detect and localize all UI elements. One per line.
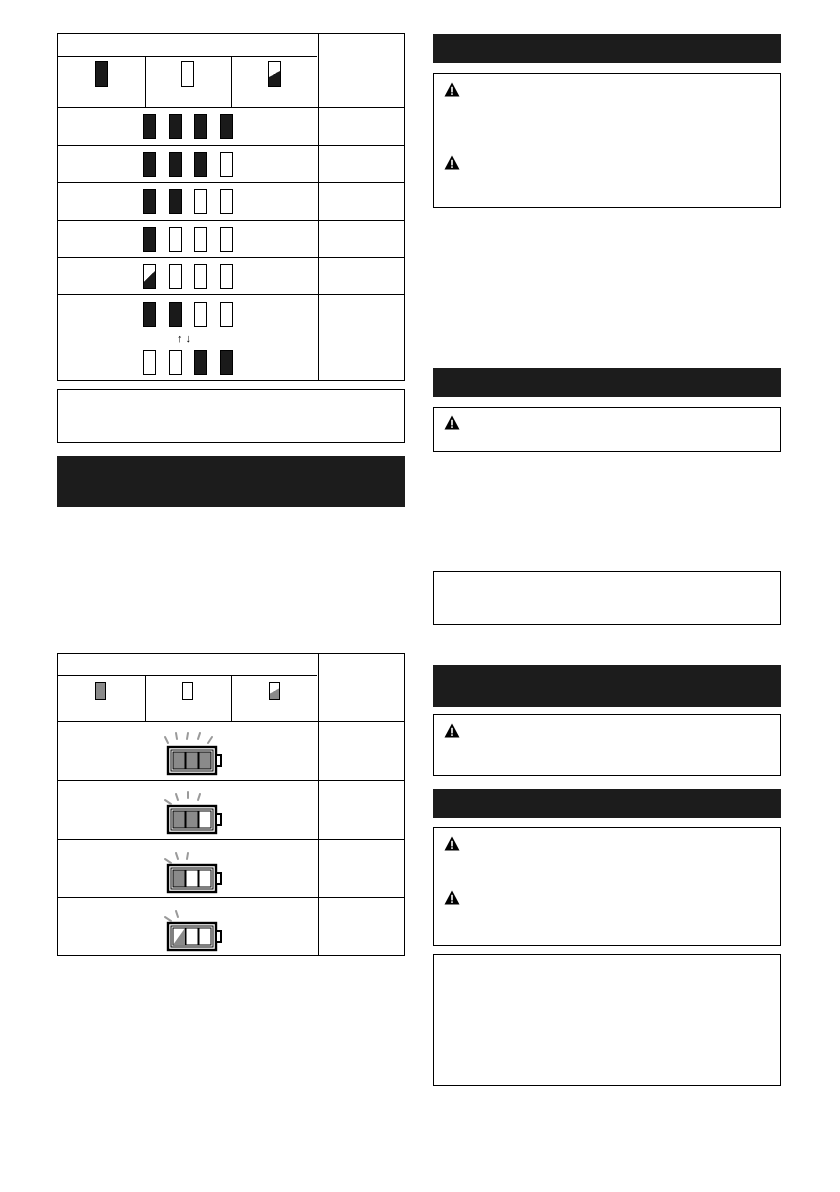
battery-terminal (216, 931, 221, 942)
note-box (433, 954, 781, 1086)
battery-segment-on (173, 752, 185, 769)
led-segment-on (194, 350, 207, 375)
battery-segment-off (199, 928, 211, 945)
led-segment-off (220, 302, 233, 327)
led-segment-half (143, 264, 156, 289)
battery-segment-on (199, 752, 211, 769)
flash-ray (165, 859, 171, 863)
flash-ray (187, 733, 188, 739)
section-header-bar (433, 34, 781, 63)
caution-box (433, 827, 781, 946)
led-off-icon (181, 61, 194, 87)
battery-segment-on (173, 811, 185, 828)
section-header-bar (433, 665, 781, 707)
battery-segment-off (186, 928, 198, 945)
led-blinking-grey-icon (269, 682, 280, 700)
battery-segment-on (173, 870, 185, 887)
warning-icon (444, 890, 460, 905)
led-segment-off (169, 264, 182, 289)
battery-terminal (216, 814, 221, 825)
flash-ray (176, 733, 177, 739)
battery-level-icon (154, 905, 234, 961)
caution-box (433, 714, 781, 776)
battery-segment-on (186, 811, 198, 828)
led-segment-on (169, 152, 182, 177)
led-off-icon (182, 682, 193, 700)
led-segment-off (220, 152, 233, 177)
flash-ray (165, 737, 168, 743)
caution-box (433, 73, 781, 208)
warning-icon (444, 82, 460, 97)
battery-segment-off (186, 870, 198, 887)
led-segment-on (143, 152, 156, 177)
note-box (433, 571, 781, 625)
led-segment-on (194, 152, 207, 177)
battery-segment-off (199, 870, 211, 887)
led-segment-off (194, 227, 207, 252)
flash-ray (176, 911, 178, 917)
battery-level-icon (154, 729, 234, 785)
led-on-grey-icon (95, 682, 106, 700)
led-segment-off (220, 227, 233, 252)
battery-segment-off (199, 811, 211, 828)
warning-icon (444, 836, 460, 851)
flash-ray (198, 733, 200, 739)
flash-ray (187, 853, 188, 859)
flash-ray (165, 800, 171, 804)
led-on-icon (95, 61, 108, 87)
led-segment-on (169, 302, 182, 327)
led-segment-off (169, 227, 182, 252)
flash-ray (165, 917, 171, 921)
flash-ray (176, 853, 178, 859)
led-segment-on (143, 227, 156, 252)
battery-terminal (216, 873, 221, 884)
led-segment-on (220, 350, 233, 375)
led-segment-off (194, 302, 207, 327)
battery-level-icon (154, 788, 234, 844)
led-segment-on (143, 189, 156, 214)
battery-indicator-table-1 (57, 33, 405, 381)
led-segment-off (143, 350, 156, 375)
battery-terminal (216, 755, 221, 766)
led-segment-off (220, 189, 233, 214)
led-segment-on (143, 302, 156, 327)
battery-indicator-table-2 (57, 653, 405, 956)
caution-box (433, 407, 781, 452)
warning-icon (444, 723, 460, 738)
section-header-bar (57, 456, 405, 507)
flash-ray (176, 794, 178, 800)
toggle-arrows: ↑ ↓ (177, 333, 192, 345)
note-box (57, 389, 405, 443)
led-segment-on (143, 114, 156, 139)
led-segment-on (220, 114, 233, 139)
section-header-bar (433, 368, 781, 397)
led-segment-off (194, 189, 207, 214)
battery-segment-on (186, 752, 198, 769)
warning-icon (444, 415, 460, 430)
battery-level-icon (154, 847, 234, 903)
flash-ray (198, 794, 200, 800)
led-segment-on (169, 189, 182, 214)
flash-ray (208, 737, 212, 743)
led-segment-on (169, 114, 182, 139)
led-blinking-icon (268, 61, 281, 87)
led-segment-on (194, 114, 207, 139)
warning-icon (444, 155, 460, 170)
led-segment-off (220, 264, 233, 289)
section-header-bar (433, 789, 781, 818)
led-segment-off (194, 264, 207, 289)
led-segment-off (169, 350, 182, 375)
